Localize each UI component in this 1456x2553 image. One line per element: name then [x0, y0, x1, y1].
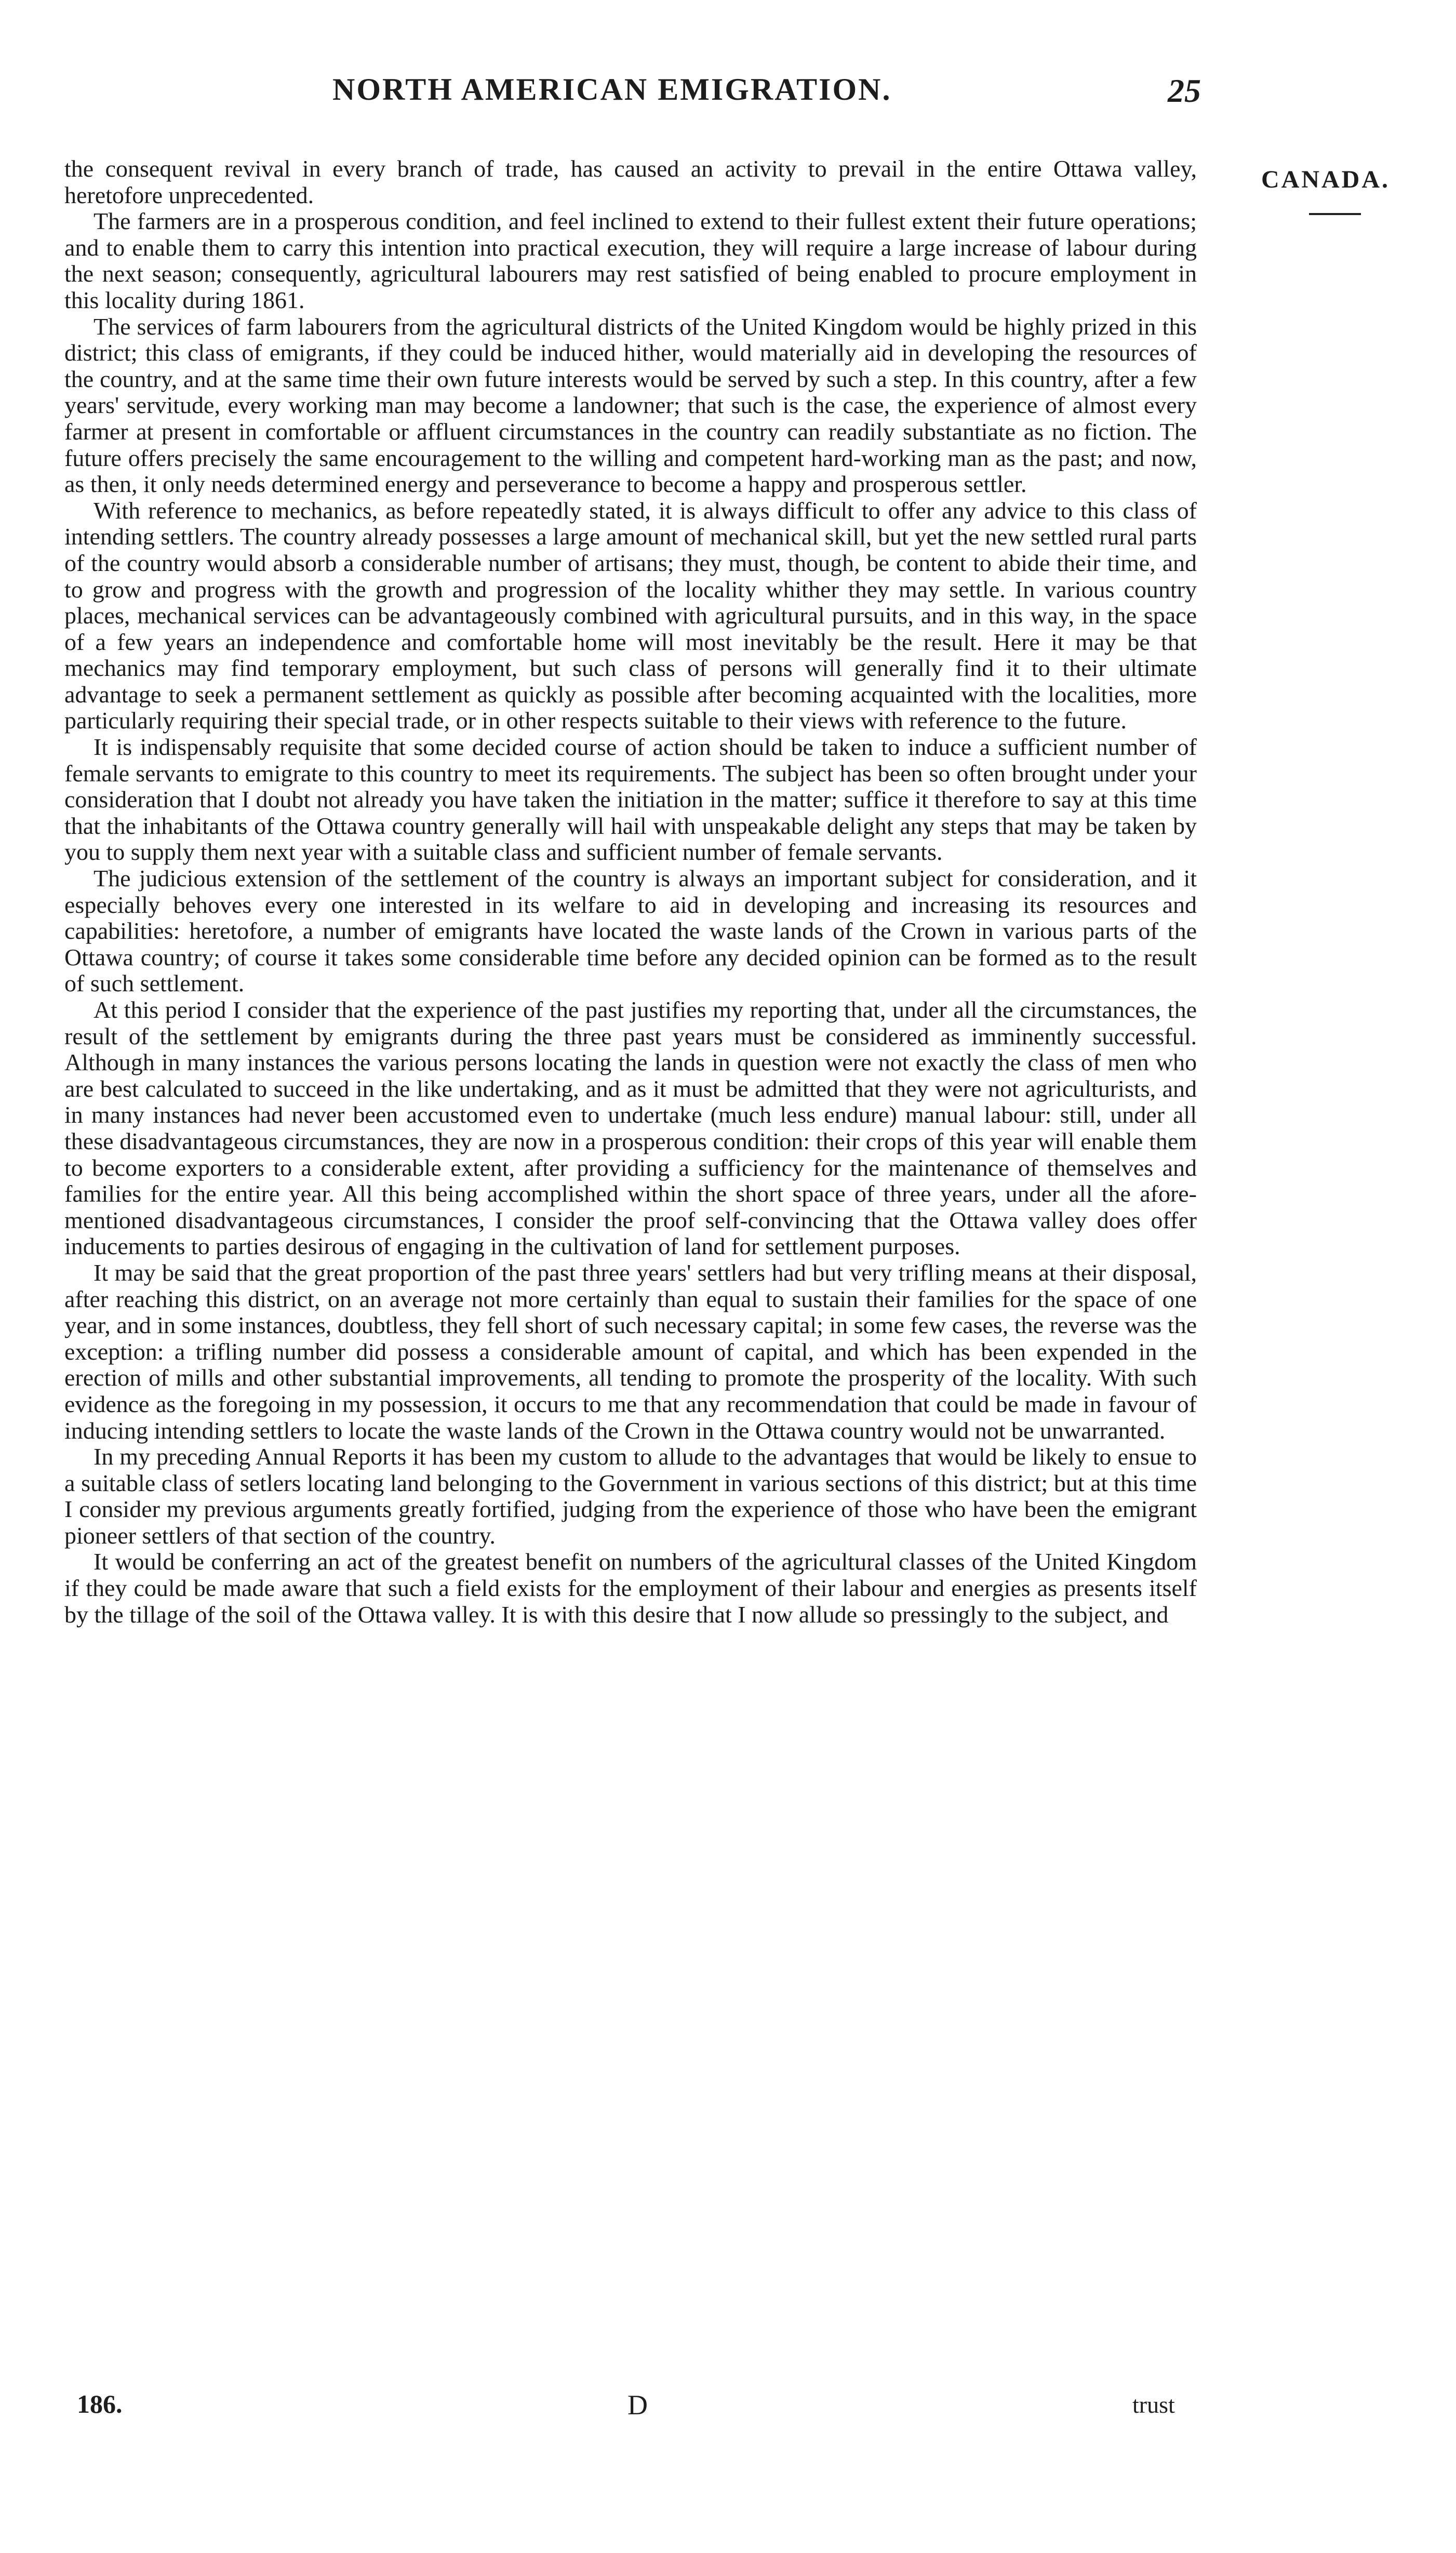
- paragraph-8: It may be said that the great proportion of the past three years' settlers had but very trifling means at their disposal, after reaching this district, on an average not more certainly than equal to sustain their families for the space of one year, and in some instances, doubtless, they fell short of such necessary capital; in some few cases, the reverse was the exception: a trifling number did possess a considerable amount of capital, and which has been expended in the erection of mills and other substantial improvements, all tending to promote the prosperity of the locality. With such evidence as the foregoing in my possession, it occurs to me that any recommendation that could be made in favour of inducing intending settlers to locate the waste lands of the Crown in the Ottawa country would not be unwarranted.: [64, 1259, 1197, 1444]
- margin-note: CANADA.: [1261, 166, 1390, 193]
- paragraph-9: In my preceding Annual Reports it has been my custom to allude to the advantages that would be likely to ensue to a suitable class of setlers locating land belonging to the Government in various sections of this district; but at this time I consider my previous arguments greatly fortified, judging from the experience of those who have been the emigrant pioneer settlers of that section of the country.: [64, 1443, 1197, 1549]
- catchword: trust: [1132, 2391, 1175, 2418]
- printer-signature-number: 186.: [77, 2389, 123, 2418]
- paragraph-7: At this period I consider that the experience of the past justifies my reporting that, under all the circumstances, the result of the settlement by emigrants during the three past years must be considered as imminently successful. Although in many instances the various persons locating the lands in question were not exactly the class of men who are best calculated to succeed in the like undertaking, and as it must be admitted that they were not agriculturists, and in many instances had never been accustomed even to undertake (much less endure) manual labour: still, under all these disadvantageous circumstances, they are now in a prosperous condition: their crops of this year will enable them to become exporters to a considerable extent, after providing a sufficiency for the maintenance of themselves and families for the entire year. All this being accomplished within the short space of three years, under all the afore-mentioned disadvantageous circumstances, I consider the proof self-convincing that the Ottawa valley does offer inducements to parties desirous of engaging in the cultivation of land for settlement purposes.: [64, 996, 1197, 1260]
- body-text: [64, 156, 1197, 1628]
- margin-note-rule: [1309, 213, 1361, 215]
- paragraph-1: the consequent revival in every branch of trade, has caused an activity to prevail in the entire Ottawa valley, heretofore unprecedented.: [64, 155, 1197, 208]
- page-title: NORTH AMERICAN EMIGRATION.: [332, 72, 892, 107]
- paragraph-4: With reference to mechanics, as before repeatedly stated, it is always difficult to offer any advice to this class of intending settlers. The country already possesses a large amount of mechanical skill, but yet the new settled rural parts of the country would absorb a considerable number of artisans; they must, though, be content to abide their time, and to grow and progress with the growth and progression of the locality whither they may settle. In various country places, mechanical services can be advantageously combined with agricultural pursuits, and in this way, in the space of a few years an independence and comfortable home will most inevitably be the result. Here it may be that mechanics may find temporary employment, but such class of persons will generally find it to their ultimate advantage to seek a permanent settlement as quickly as possible after becoming acquainted with the localities, more particularly requiring their special trade, or in other respects suitable to their views with reference to the future.: [64, 497, 1197, 734]
- paragraph-3: The services of farm labourers from the agricultural districts of the United Kingdom would be highly prized in this district; this class of emigrants, if they could be induced hither, would materially aid in developing the resources of the country, and at the same time their own future interests would be served by such a step. In this country, after a few years' servitude, every working man may become a landowner; that such is the case, the experience of almost every farmer at present in comfortable or affluent circumstances in the country can readily substantiate as no fiction. The future offers precisely the same encouragement to the willing and competent hard-working man as the past; and now, as then, it only needs determined energy and perseverance to become a happy and prosperous settler.: [64, 313, 1197, 498]
- page-number: 25: [1168, 72, 1201, 109]
- paragraph-6: The judicious extension of the settlement of the country is always an important subject for consideration, and it especially behoves every one interested in its welfare to aid in developing and increasing its resources and capabilities: heretofore, a number of emigrants have located the waste lands of the Crown in various parts of the Ottawa country; of course it takes some considerable time before any decided opinion can be formed as to the result of such settlement.: [64, 865, 1197, 997]
- paragraph-10: It would be conferring an act of the greatest benefit on numbers of the agricultural classes of the United Kingdom if they could be made aware that such a field exists for the employment of their labour and energies as presents itself by the tillage of the soil of the Ottawa valley. It is with this desire that I now allude so pressingly to the subject, and: [64, 1548, 1197, 1628]
- paragraph-5: It is indispensably requisite that some decided course of action should be taken to induce a sufficient number of female servants to emigrate to this country to meet its requirements. The subject has been so often brought under your consideration that I doubt not already you have taken the initiation in the matter; suffice it therefore to say at this time that the inhabitants of the Ottawa country generally will hail with unspeakable delight any steps that may be taken by you to supply them next year with a suitable class and sufficient number of female servants.: [64, 734, 1197, 866]
- signature-mark: D: [627, 2389, 648, 2421]
- paragraph-2: The farmers are in a prosperous condition, and feel inclined to extend to their fullest extent their future operations; and to enable them to carry this intention into practical execution, they will require a large increase of labour during the next season; consequently, agricultural labourers may rest satisfied of being enabled to procure employment in this locality during 1861.: [64, 208, 1197, 313]
